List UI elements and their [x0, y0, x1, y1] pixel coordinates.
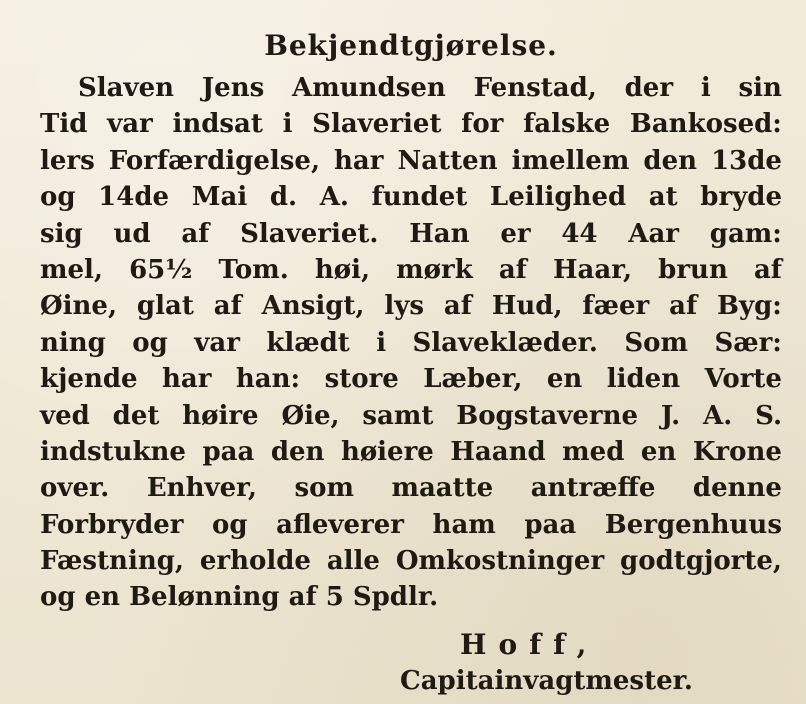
word: indstukne [40, 436, 186, 467]
word: ham [432, 509, 496, 540]
word: klædt [266, 327, 350, 358]
word: Natten [397, 145, 498, 176]
word: paa [524, 509, 577, 540]
word: Fenstad, [473, 73, 597, 103]
text-line [40, 434, 782, 470]
text-line [40, 143, 782, 179]
word: Byg: [717, 291, 782, 322]
word: har [162, 364, 212, 395]
word: liden [606, 364, 681, 395]
word: ud [113, 218, 151, 249]
word: J. [660, 400, 681, 431]
word: Vorte [704, 364, 782, 395]
word: Tid [40, 109, 88, 140]
word: Hud, [491, 291, 563, 322]
word: i [700, 73, 711, 103]
word: ning [40, 327, 106, 358]
text-line [40, 361, 782, 397]
word: glat [136, 291, 194, 322]
text-line [40, 179, 782, 215]
notice [40, 28, 782, 616]
word: Leilighed [489, 182, 627, 213]
word: der [624, 73, 674, 103]
word: brun [658, 254, 728, 285]
word: Haar, [552, 254, 633, 285]
text-line [40, 216, 782, 252]
word: Slaveklæder. [412, 327, 598, 358]
word: gam: [709, 218, 782, 249]
word: en [546, 364, 583, 395]
word: S. [755, 400, 782, 431]
word: Bankosed: [629, 109, 782, 140]
text-line [40, 470, 782, 506]
signature: Hoff, [460, 628, 599, 661]
word: A. [319, 182, 349, 213]
word: Enhver, [146, 473, 257, 504]
word: Tom. [218, 254, 289, 285]
word: 65½ [129, 254, 193, 285]
word: høire [182, 400, 259, 431]
word: at [648, 182, 678, 213]
word: A. [703, 400, 733, 431]
word: af [181, 218, 210, 249]
word: Slaven [78, 73, 175, 103]
word: Krone [692, 436, 782, 467]
word: Slaveriet. [240, 218, 379, 249]
text-line: og en Belønning af 5 Spdlr. [40, 582, 439, 613]
word: Ansigt, [261, 291, 365, 322]
word: over. [40, 473, 110, 504]
word: mørk [396, 254, 473, 285]
word: denne [692, 473, 782, 504]
word: Han [409, 218, 470, 249]
word: lers [40, 145, 95, 176]
text-line [40, 252, 782, 288]
text-line [40, 288, 782, 324]
word: Mai [191, 182, 248, 213]
word: 44 [561, 218, 598, 249]
word: af [213, 291, 242, 322]
signature-title: Capitainvagtmester. [400, 666, 693, 696]
word: den [270, 436, 325, 467]
word: for [461, 109, 504, 140]
word: og [40, 182, 76, 213]
word: sig [40, 218, 83, 249]
word: Amundsen [292, 73, 446, 103]
word: Bogstaverne [456, 400, 639, 431]
word: kjende [40, 364, 138, 395]
text-line [40, 70, 782, 106]
word: var [194, 327, 240, 358]
word: med [562, 436, 625, 467]
word: Sær: [714, 327, 782, 358]
word: Som [624, 327, 689, 358]
word: han: [235, 364, 301, 395]
text-line [40, 507, 782, 543]
word: af [443, 291, 472, 322]
word: Forbryder [40, 509, 184, 540]
word: Slaveriet [312, 109, 442, 140]
word: 13de [711, 145, 782, 176]
word: indsat [172, 109, 263, 140]
text-line [40, 325, 782, 361]
word: fæer [582, 291, 650, 322]
word: Aar [628, 218, 679, 249]
word: samt [362, 400, 434, 431]
word: høi, [314, 254, 371, 285]
notice-title: Bekjendtgjørelse. [264, 29, 558, 62]
word: imellem [511, 145, 630, 176]
word: Fæstning, [40, 546, 184, 577]
word: var [107, 109, 153, 140]
word: ved [40, 400, 90, 431]
word: Jens [201, 73, 265, 103]
word: maatte [391, 473, 494, 504]
word: paa [202, 436, 255, 467]
word: godtgjorte, [620, 546, 782, 577]
word: har [334, 145, 384, 176]
word: fundet [371, 182, 468, 213]
word: 14de [98, 182, 170, 213]
word: som [294, 473, 354, 504]
word: antræffe [530, 473, 656, 504]
word: og [132, 327, 168, 358]
word: Øie, [281, 400, 340, 431]
notice-body [40, 70, 782, 616]
word: Bergenhuus [604, 509, 782, 540]
word: er [500, 218, 531, 249]
word: det [112, 400, 160, 431]
word: af [753, 254, 782, 285]
word: af [669, 291, 698, 322]
word: alle [326, 546, 380, 577]
word: Læber, [423, 364, 523, 395]
word: høiere [340, 436, 434, 467]
word: en [640, 436, 677, 467]
word: lys [384, 291, 425, 322]
word: den [643, 145, 698, 176]
word: store [324, 364, 399, 395]
word: Forfærdigelse, [108, 145, 320, 176]
word: i [376, 327, 387, 358]
word: Omkostninger [395, 546, 605, 577]
word: i [282, 109, 293, 140]
word: erholde [199, 546, 311, 577]
word: bryde [700, 182, 782, 213]
word: Haand [450, 436, 546, 467]
word: af [498, 254, 527, 285]
word: d. [269, 182, 298, 213]
word: og [212, 509, 248, 540]
word: mel, [40, 254, 103, 285]
word: sin [738, 73, 782, 103]
text-line [40, 398, 782, 434]
text-line [40, 543, 782, 579]
word: Øine, [40, 291, 118, 322]
word: falske [523, 109, 611, 140]
text-line [40, 106, 782, 142]
word: afleverer [276, 509, 404, 540]
